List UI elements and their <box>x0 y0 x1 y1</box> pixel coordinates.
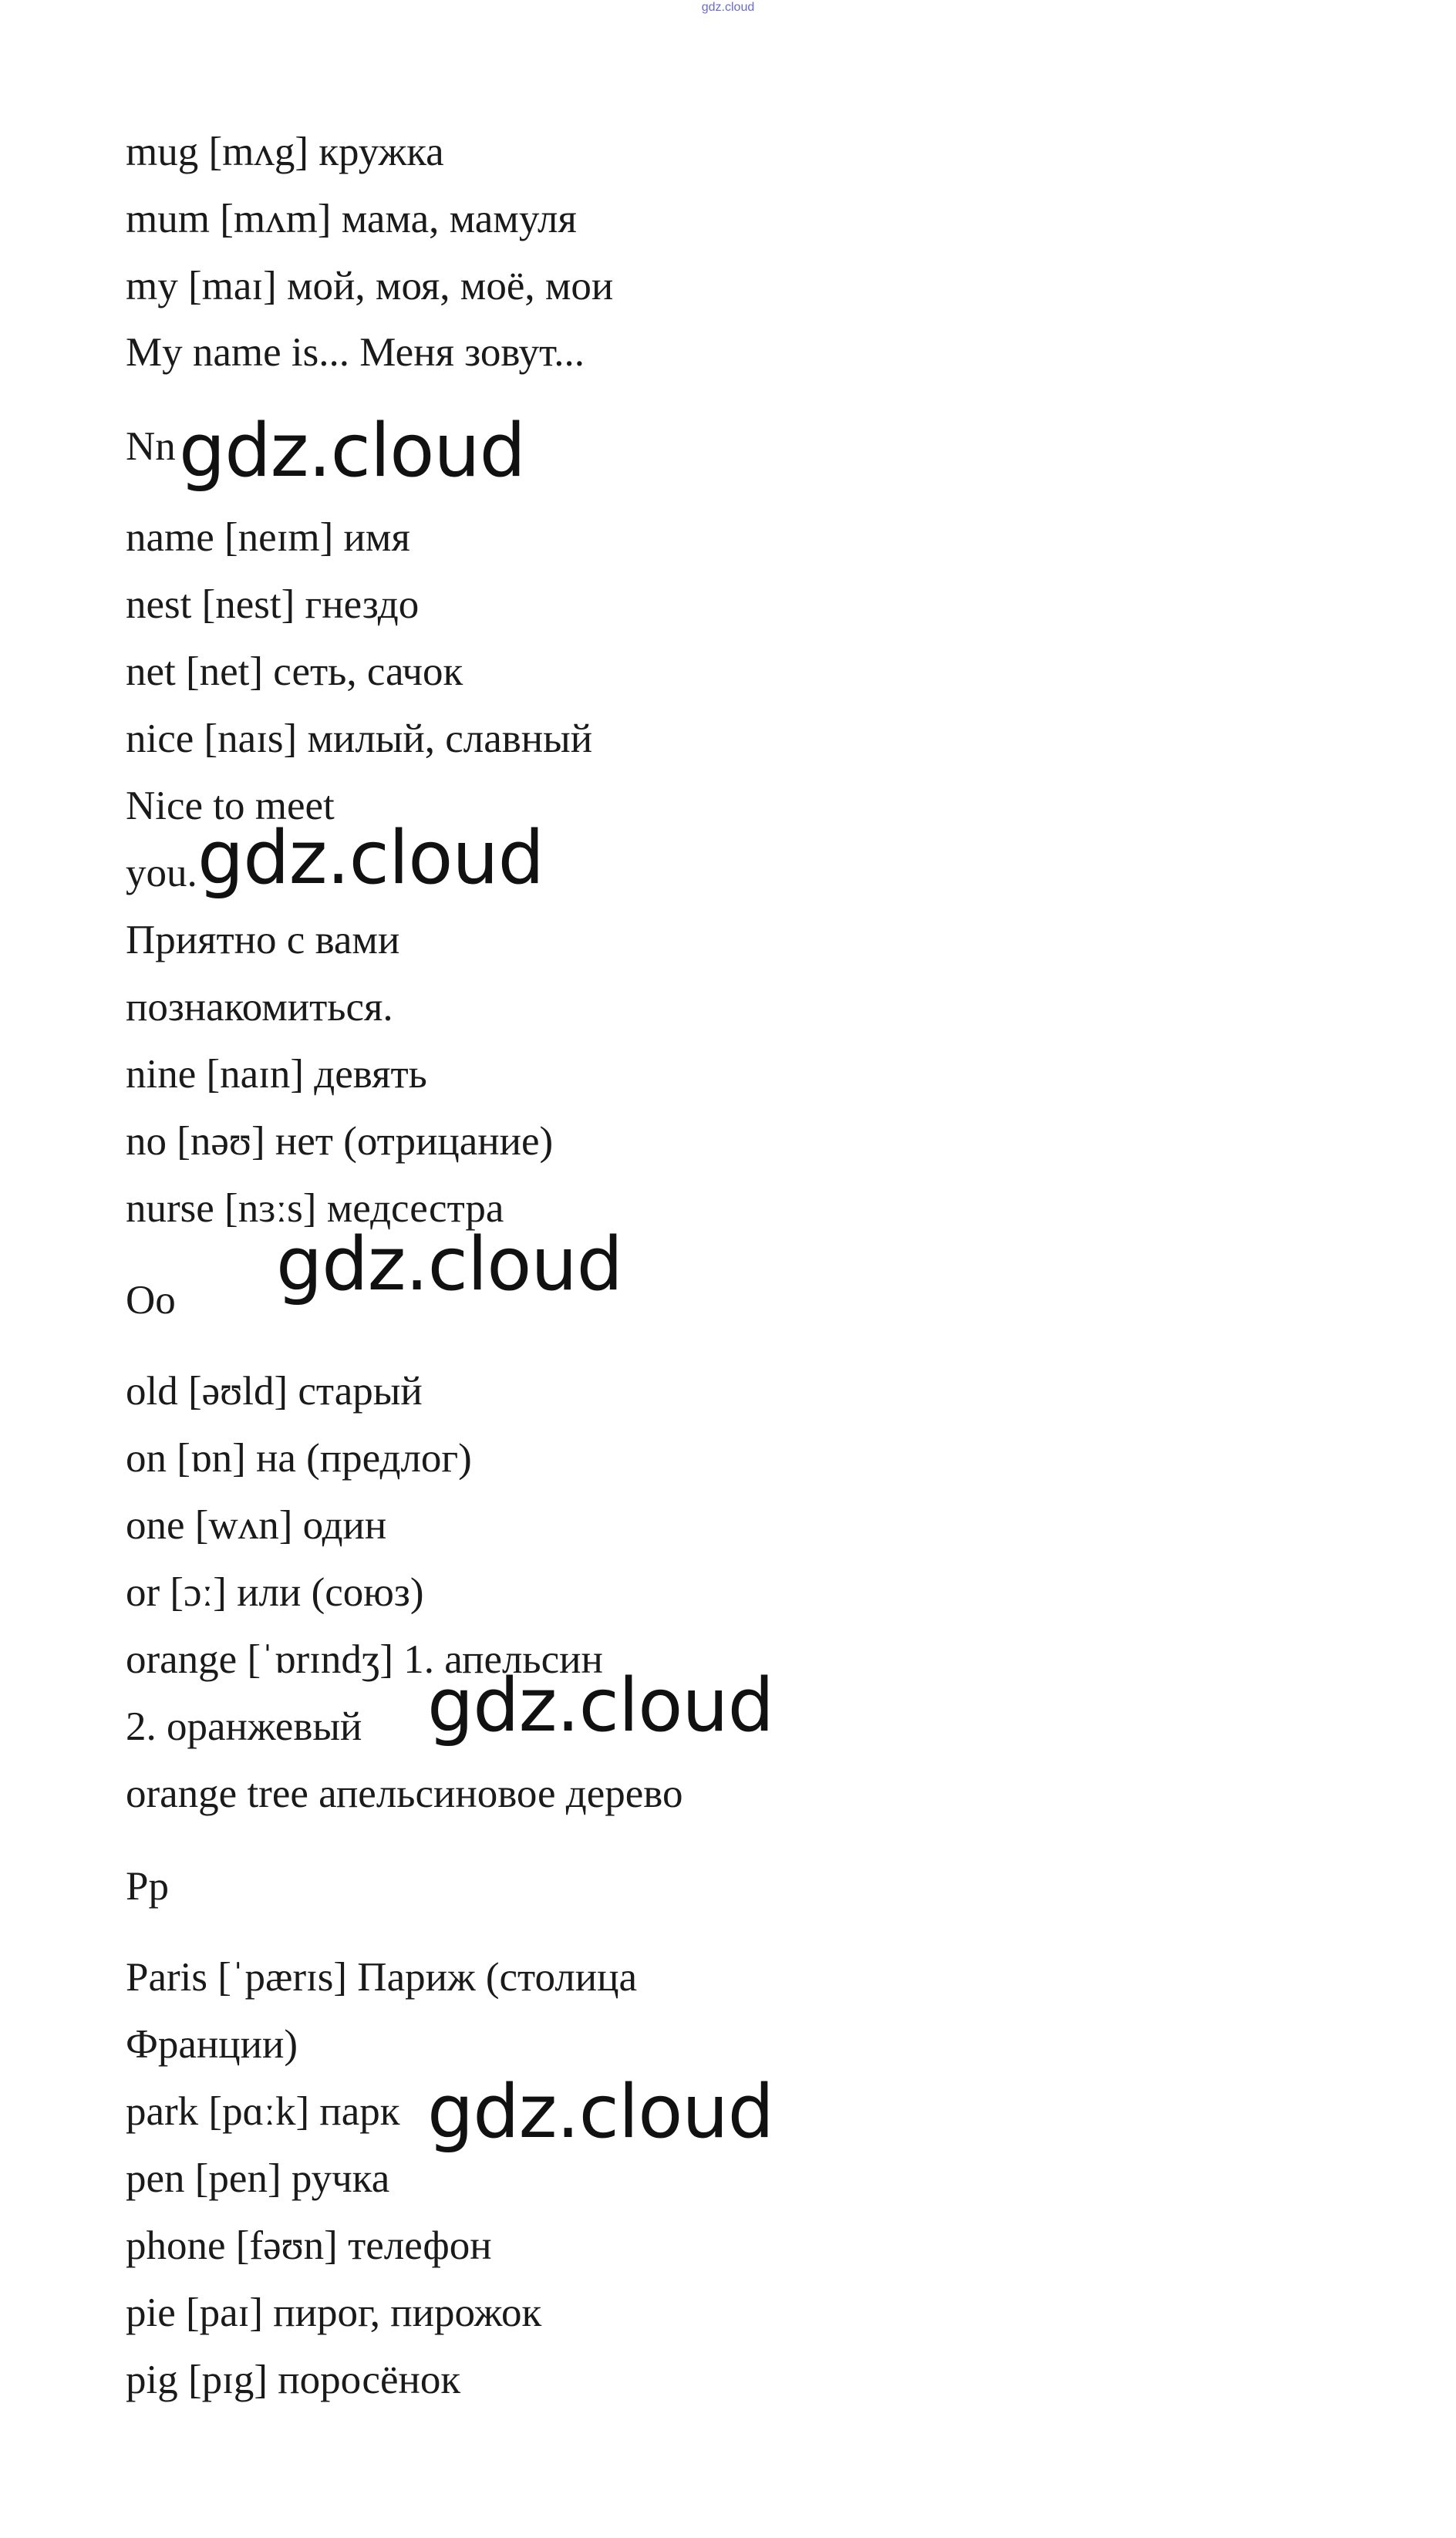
vocab-entry-nice-to-meet-line1: Nice to meet <box>126 784 335 828</box>
vocab-entry-net: net [net] сеть, сачок <box>126 649 463 694</box>
vocab-entry-or: or [ɔː] или (союз) <box>126 1570 424 1615</box>
watermark-text: gdz.cloud <box>427 1663 774 1748</box>
vocab-entry-nurse: nurse [nɜːs] медсестра <box>126 1186 504 1231</box>
section-letter-p: Pp <box>126 1864 169 1909</box>
vocab-entry-pig: pig [pɪg] поросёнок <box>126 2358 461 2402</box>
vocab-entry-nice: nice [naɪs] милый, славный <box>126 716 593 761</box>
vocab-entry-mum: mum [mʌm] мама, мамуля <box>126 197 577 241</box>
vocab-entry-on: on [ɒn] на (предлог) <box>126 1436 472 1481</box>
section-letter-o: Oo <box>126 1278 176 1323</box>
vocab-entry-orange-tree: orange tree апельсиновое дерево <box>126 1771 683 1816</box>
vocab-entry-paris-line2: Франции) <box>126 2022 298 2067</box>
vocab-entry-nice-to-meet-translation-line1: Приятно с вами <box>126 918 400 962</box>
vocab-entry-orange-line2: 2. оранжевый <box>126 1704 362 1749</box>
vocab-entry-mug: mug [mʌg] кружка <box>126 130 444 174</box>
vocab-entry-nest: nest [nest] гнездо <box>126 582 420 627</box>
vocab-entry-my-name-is: My name is... Меня зовут... <box>126 330 585 375</box>
vocab-entry-pen: pen [pen] ручка <box>126 2156 390 2201</box>
watermark-text: gdz.cloud <box>197 816 544 901</box>
vocab-entry-nice-to-meet-translation-line2: познакомиться. <box>126 985 393 1030</box>
vocab-entry-orange-line1: orange [ˈɒrɪndʒ] 1. апельсин <box>126 1637 603 1682</box>
vocab-entry-my: my [maɪ] мой, моя, моё, мои <box>126 264 614 308</box>
vocab-entry-phone: phone [fəʊn] телефон <box>126 2223 492 2268</box>
vocab-entry-pie: pie [paɪ] пирог, пирожок <box>126 2290 542 2335</box>
vocab-entry-old: old [əʊld] старый <box>126 1369 423 1414</box>
watermark-text: gdz.cloud <box>427 2070 774 2155</box>
vocab-entry-park: park [pɑːk] парк <box>126 2089 400 2134</box>
site-mark-header: gdz.cloud <box>701 1 755 14</box>
vocab-entry-nice-to-meet-line2: you. <box>126 851 197 895</box>
watermark-text: gdz.cloud <box>179 409 525 494</box>
watermark-text: gdz.cloud <box>276 1222 622 1307</box>
section-letter-n: Nn <box>126 424 176 469</box>
vocab-entry-name: name [neɪm] имя <box>126 515 410 560</box>
vocab-entry-paris-line1: Paris [ˈpærɪs] Париж (столица <box>126 1955 637 2000</box>
vocab-entry-no: no [nəʊ] нет (отрицание) <box>126 1119 554 1164</box>
vocab-entry-one: one [wʌn] один <box>126 1503 387 1548</box>
vocab-entry-nine: nine [naɪn] девять <box>126 1052 427 1097</box>
